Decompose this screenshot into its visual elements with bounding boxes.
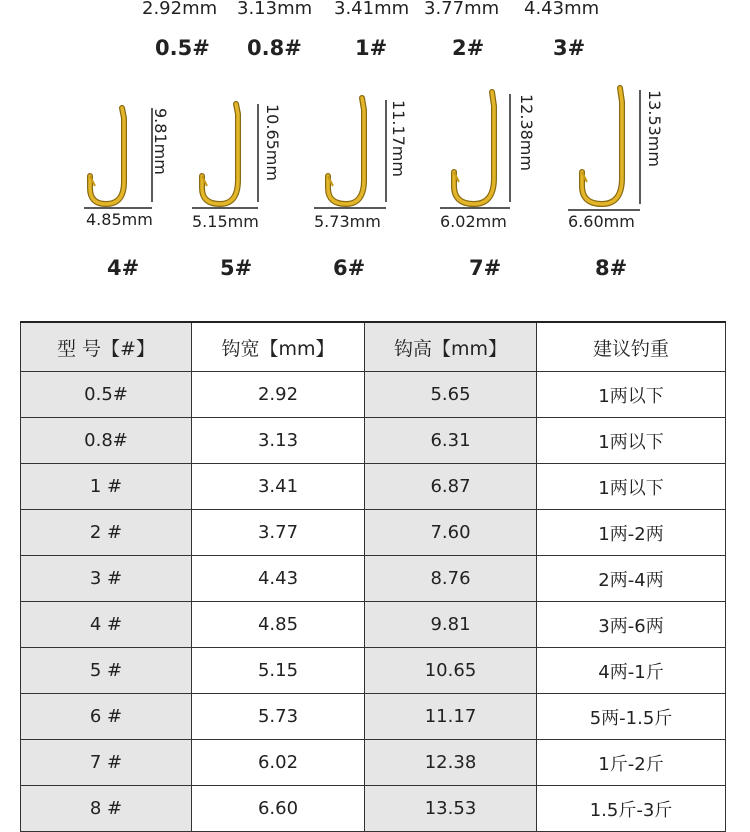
cell-width: 5.15 xyxy=(192,648,365,694)
cell-weight: 1两以下 xyxy=(537,464,726,510)
cell-model: 0.8# xyxy=(21,418,192,464)
size-label: 6# xyxy=(333,256,366,280)
hook-height-label: 9.81mm xyxy=(151,108,170,175)
cell-width: 3.77 xyxy=(192,510,365,556)
hook-size-labels xyxy=(0,256,750,284)
cell-model: 3 # xyxy=(21,556,192,602)
size-label: 0.5# xyxy=(155,36,210,60)
cell-weight: 3两-6两 xyxy=(537,602,726,648)
size-label: 7# xyxy=(469,256,502,280)
table-row xyxy=(21,556,726,602)
hook-height-label: 13.53mm xyxy=(645,90,664,167)
top-width-labels xyxy=(0,0,750,22)
size-label: 2# xyxy=(452,36,485,60)
cell-weight: 1两以下 xyxy=(537,372,726,418)
cell-height: 5.65 xyxy=(365,372,537,418)
cell-height: 7.60 xyxy=(365,510,537,556)
width-label: 2.92mm xyxy=(142,0,218,19)
cell-width: 4.85 xyxy=(192,602,365,648)
cell-model: 2 # xyxy=(21,510,192,556)
width-label: 3.13mm xyxy=(237,0,313,19)
cell-width: 6.02 xyxy=(192,740,365,786)
hook-width-label: 4.85mm xyxy=(86,210,153,229)
table-row xyxy=(21,694,726,740)
cell-height: 8.76 xyxy=(365,556,537,602)
cell-width: 6.60 xyxy=(192,786,365,832)
table-row xyxy=(21,510,726,556)
header-weight: 建议钓重 xyxy=(537,322,726,372)
cell-model: 8 # xyxy=(21,786,192,832)
hook-height-label: 12.38mm xyxy=(517,94,536,171)
cell-weight: 1两-2两 xyxy=(537,510,726,556)
header-height: 钩高【mm】 xyxy=(365,322,537,372)
cell-weight: 2两-4两 xyxy=(537,556,726,602)
cell-width: 4.43 xyxy=(192,556,365,602)
size-label: 5# xyxy=(220,256,253,280)
cell-height: 13.53 xyxy=(365,786,537,832)
table-row xyxy=(21,602,726,648)
cell-model: 0.5# xyxy=(21,372,192,418)
cell-width: 3.41 xyxy=(192,464,365,510)
table-header-row xyxy=(21,322,726,372)
width-label: 4.43mm xyxy=(524,0,600,19)
width-label: 3.41mm xyxy=(334,0,410,19)
cell-weight: 1斤-2斤 xyxy=(537,740,726,786)
cell-model: 4 # xyxy=(21,602,192,648)
table-row xyxy=(21,648,726,694)
cell-weight: 1.5斤-3斤 xyxy=(537,786,726,832)
hook-spec-table xyxy=(20,321,726,832)
size-label: 3# xyxy=(553,36,586,60)
cell-weight: 5两-1.5斤 xyxy=(537,694,726,740)
size-label: 4# xyxy=(107,256,140,280)
table-row xyxy=(21,372,726,418)
cell-model: 5 # xyxy=(21,648,192,694)
width-label: 3.77mm xyxy=(424,0,500,19)
cell-width: 2.92 xyxy=(192,372,365,418)
table-row xyxy=(21,464,726,510)
cell-height: 12.38 xyxy=(365,740,537,786)
cell-model: 6 # xyxy=(21,694,192,740)
table-row xyxy=(21,786,726,832)
top-size-labels xyxy=(0,36,750,64)
cell-height: 9.81 xyxy=(365,602,537,648)
table-row xyxy=(21,418,726,464)
hook-height-label: 10.65mm xyxy=(263,104,282,181)
cell-width: 3.13 xyxy=(192,418,365,464)
hook-height-label: 11.17mm xyxy=(389,100,408,177)
table-row xyxy=(21,740,726,786)
size-label: 1# xyxy=(355,36,388,60)
cell-model: 1 # xyxy=(21,464,192,510)
cell-height: 6.87 xyxy=(365,464,537,510)
size-label: 0.8# xyxy=(247,36,302,60)
cell-height: 6.31 xyxy=(365,418,537,464)
hook-width-label: 6.60mm xyxy=(568,212,635,231)
header-model: 型 号【#】 xyxy=(21,322,192,372)
cell-height: 10.65 xyxy=(365,648,537,694)
cell-weight: 1两以下 xyxy=(537,418,726,464)
cell-width: 5.73 xyxy=(192,694,365,740)
hook-width-label: 6.02mm xyxy=(440,212,507,231)
cell-height: 11.17 xyxy=(365,694,537,740)
cell-weight: 4两-1斤 xyxy=(537,648,726,694)
hook-width-label: 5.15mm xyxy=(192,212,259,231)
cell-model: 7 # xyxy=(21,740,192,786)
hook-width-label: 5.73mm xyxy=(314,212,381,231)
header-width: 钩宽【mm】 xyxy=(192,322,365,372)
size-label: 8# xyxy=(595,256,628,280)
